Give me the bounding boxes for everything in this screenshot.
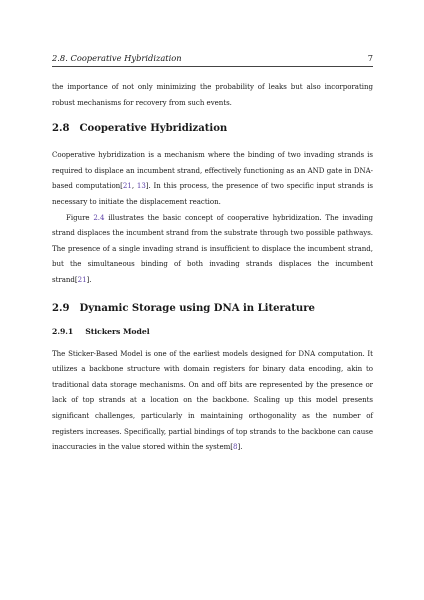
intro-paragraph: the importance of not only minimizing the probability of leaks but also incorporating robust mechanisms for recovery from such events. xyxy=(52,82,373,107)
page-number: 7 xyxy=(367,53,373,63)
citation-link[interactable]: 21 xyxy=(77,274,87,284)
citation-link[interactable]: 8 xyxy=(233,442,238,452)
text-run: Figure xyxy=(66,212,94,222)
subsection-number: 2.9.1 xyxy=(52,326,74,336)
subsection-title: Stickers Model xyxy=(85,326,150,336)
figure-link[interactable]: 2.4 xyxy=(93,212,105,222)
section-heading-2-8 xyxy=(52,123,373,135)
text-run: ]. In this process, the presence of two specific input strands is necessary to initiate the displacement reaction. xyxy=(52,181,374,206)
paragraph-cooperative-2 xyxy=(52,210,373,288)
section-number: 2.9 xyxy=(52,302,70,314)
section-title: Cooperative Hybridization xyxy=(79,123,228,135)
citation-link[interactable]: 13 xyxy=(136,181,146,191)
text-run: Cooperative hybridization is a mechanism where the binding of two invading strands is required to displace an incumbent strand, effectively functioning as an AND gate in DNA-based computation[ xyxy=(52,150,373,191)
paragraph-stickers xyxy=(52,346,373,455)
subsection-heading-2-9-1 xyxy=(52,327,373,337)
text-run: ]. xyxy=(86,274,92,284)
text-run: ]. xyxy=(237,442,243,452)
header-rule xyxy=(52,66,373,67)
text-run: , xyxy=(131,181,137,191)
running-header xyxy=(52,53,373,64)
text-run: The Sticker-Based Model is one of the earliest models designed for DNA computation. It utilizes a backbone structure with domain registers for binary data encoding, akin to traditional data storage mechanisms. On and off bits are represented by the presence or lack of top strands at a location on the backbone. Scaling up this model presents significant challenges, particularly in maintaining orthogonality as the number of registers increases. Specifically, partial bindings of top strands to the backbone can cause inaccuracies in the value stored within the system[ xyxy=(52,348,373,452)
body-text xyxy=(52,79,373,455)
citation-link[interactable]: 21 xyxy=(122,181,132,191)
paragraph-cooperative-1 xyxy=(52,147,373,209)
text-run: illustrates the basic concept of cooperative hybridization. The invading strand displaces the incumbent strand from the substrate through two possible pathways. The presence of a single invading strand is insufficient to displace the incumbent strand, but the simultaneous binding of both invading strands displaces the incumbent strand[ xyxy=(52,212,374,284)
chapter-title: 2.8. Cooperative Hybridization xyxy=(52,53,182,63)
section-title: Dynamic Storage using DNA in Literature xyxy=(79,302,315,314)
section-number: 2.8 xyxy=(52,123,70,135)
section-heading-2-9 xyxy=(52,303,373,315)
